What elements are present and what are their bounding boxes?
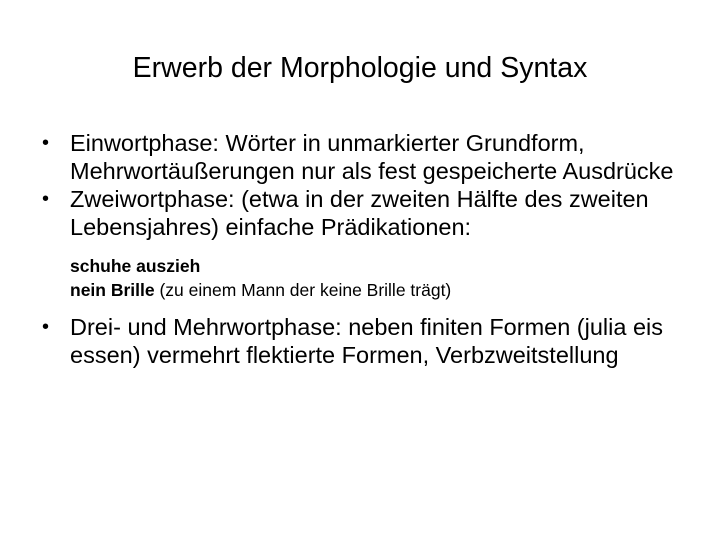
bullet-text: Zweiwortphase: (etwa in der zweiten Hälfte des zweiten Lebensjahres) einfache Prädikationen: [70,186,649,240]
bullet-marker: • [42,316,50,338]
example-line [70,278,682,302]
example-bold-text: nein Brille [70,280,155,300]
bullet-marker: • [42,132,50,154]
bullet-item-mehrwortphase [42,313,682,369]
bullet-text: Drei- und Mehrwortphase: neben finiten Formen (julia eis essen) vermehrt flektierte Formen, Verbzweitstellung [70,314,664,368]
bullet-marker: • [42,188,50,210]
slide-title: Erwerb der Morphologie und Syntax [132,52,588,84]
bullet-list [42,129,682,369]
bullet-text: Einwortphase: Wörter in unmarkierter Grundform, Mehrwortäußerungen nur als fest gespeicherte Ausdrücke [70,130,674,184]
example-block [42,254,682,302]
example-bold-text: schuhe auszieh [70,256,201,276]
bullet-item-einwortphase [42,129,682,185]
bullet-item-zweiwortphase [42,185,682,241]
example-line [70,254,682,278]
example-normal-text: (zu einem Mann der keine Brille trägt) [154,280,452,300]
